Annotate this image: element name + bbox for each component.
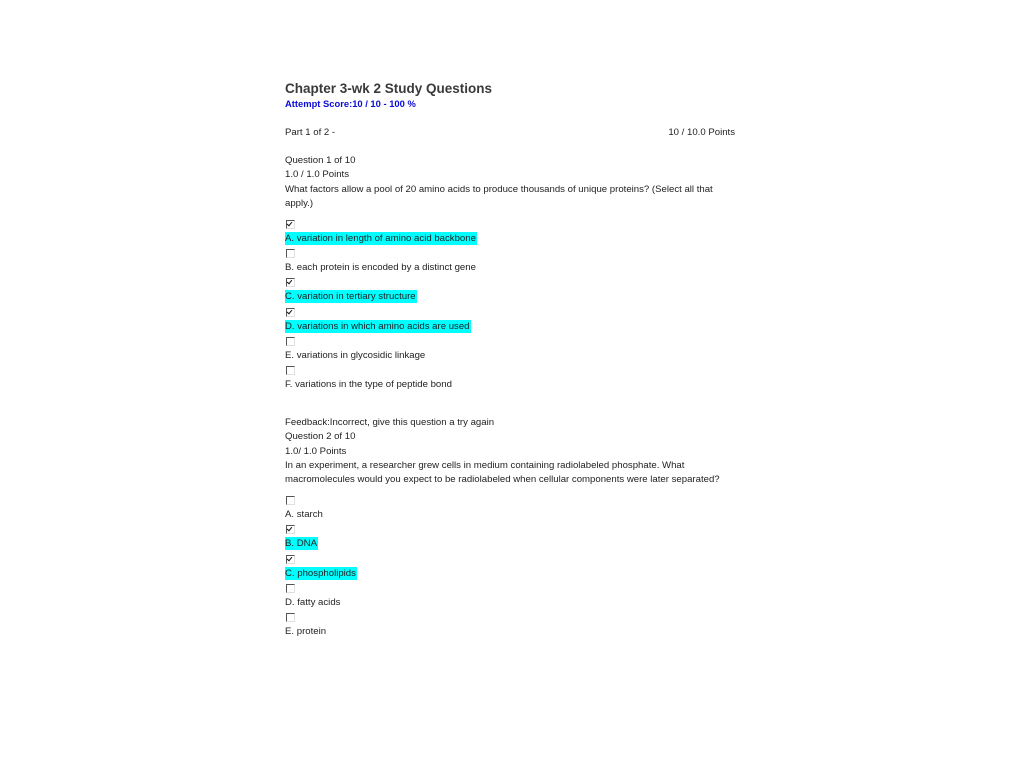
question-prompt: In an experiment, a researcher grew cells in medium containing radiolabeled phosphate. What macromolecules would you expect to be radiolabeled when cellular components were later separated? xyxy=(285,459,720,486)
checkbox-checked-icon[interactable] xyxy=(286,555,295,564)
attempt-score: Attempt Score:10 / 10 - 100 % xyxy=(285,98,416,109)
part-points: 10 / 10.0 Points xyxy=(668,127,735,138)
part-header xyxy=(285,126,735,140)
part-label: Part 1 of 2 - xyxy=(285,127,336,138)
question-feedback: Feedback:Incorrect, give this question a try again xyxy=(285,417,495,429)
question-number: Question 2 of 10 xyxy=(285,431,356,443)
checkbox-unchecked-icon[interactable] xyxy=(286,249,295,258)
option-label: A. variation in length of amino acid backbone xyxy=(285,233,476,245)
question-points: 1.0 / 1.0 Points xyxy=(285,169,349,181)
question-1-options xyxy=(285,220,735,392)
checkbox-checked-icon[interactable] xyxy=(286,220,295,229)
question-1-header xyxy=(285,154,735,211)
option-label: C. phospholipids xyxy=(285,567,356,579)
question-2-options xyxy=(285,496,735,639)
option-label: B. DNA xyxy=(285,538,317,550)
quiz-document xyxy=(285,80,735,640)
option-label: A. starch xyxy=(285,509,323,521)
option-e xyxy=(285,613,735,639)
option-e xyxy=(285,337,735,363)
option-c xyxy=(285,278,735,304)
option-f xyxy=(285,366,735,392)
checkbox-unchecked-icon[interactable] xyxy=(286,337,295,346)
checkbox-unchecked-icon[interactable] xyxy=(286,584,295,593)
checkbox-checked-icon[interactable] xyxy=(286,308,295,317)
question-1 xyxy=(285,154,735,430)
page-title: Chapter 3-wk 2 Study Questions xyxy=(285,81,493,96)
checkbox-checked-icon[interactable] xyxy=(286,525,295,534)
option-b xyxy=(285,525,735,551)
question-points: 1.0/ 1.0 Points xyxy=(285,445,347,457)
checkbox-unchecked-icon[interactable] xyxy=(286,496,295,505)
option-b xyxy=(285,249,735,275)
option-label: D. variations in which amino acids are used xyxy=(285,320,470,332)
option-d xyxy=(285,308,735,334)
option-c xyxy=(285,555,735,581)
option-label: C. variation in tertiary structure xyxy=(285,291,416,303)
checkbox-checked-icon[interactable] xyxy=(286,278,295,287)
checkbox-unchecked-icon[interactable] xyxy=(286,366,295,375)
checkbox-unchecked-icon[interactable] xyxy=(286,613,295,622)
option-a xyxy=(285,496,735,522)
question-2-header xyxy=(285,430,735,487)
option-a xyxy=(285,220,735,246)
question-number: Question 1 of 10 xyxy=(285,155,356,167)
option-d xyxy=(285,584,735,610)
question-prompt: What factors allow a pool of 20 amino acids to produce thousands of unique proteins? (Select all that apply.) xyxy=(285,183,713,209)
option-label: E. protein xyxy=(285,626,327,638)
question-2 xyxy=(285,430,735,639)
option-label: D. fatty acids xyxy=(285,596,341,608)
option-label: E. variations in glycosidic linkage xyxy=(285,349,426,361)
option-label: B. each protein is encoded by a distinct gene xyxy=(285,262,476,274)
option-label: F. variations in the type of peptide bond xyxy=(285,379,452,391)
